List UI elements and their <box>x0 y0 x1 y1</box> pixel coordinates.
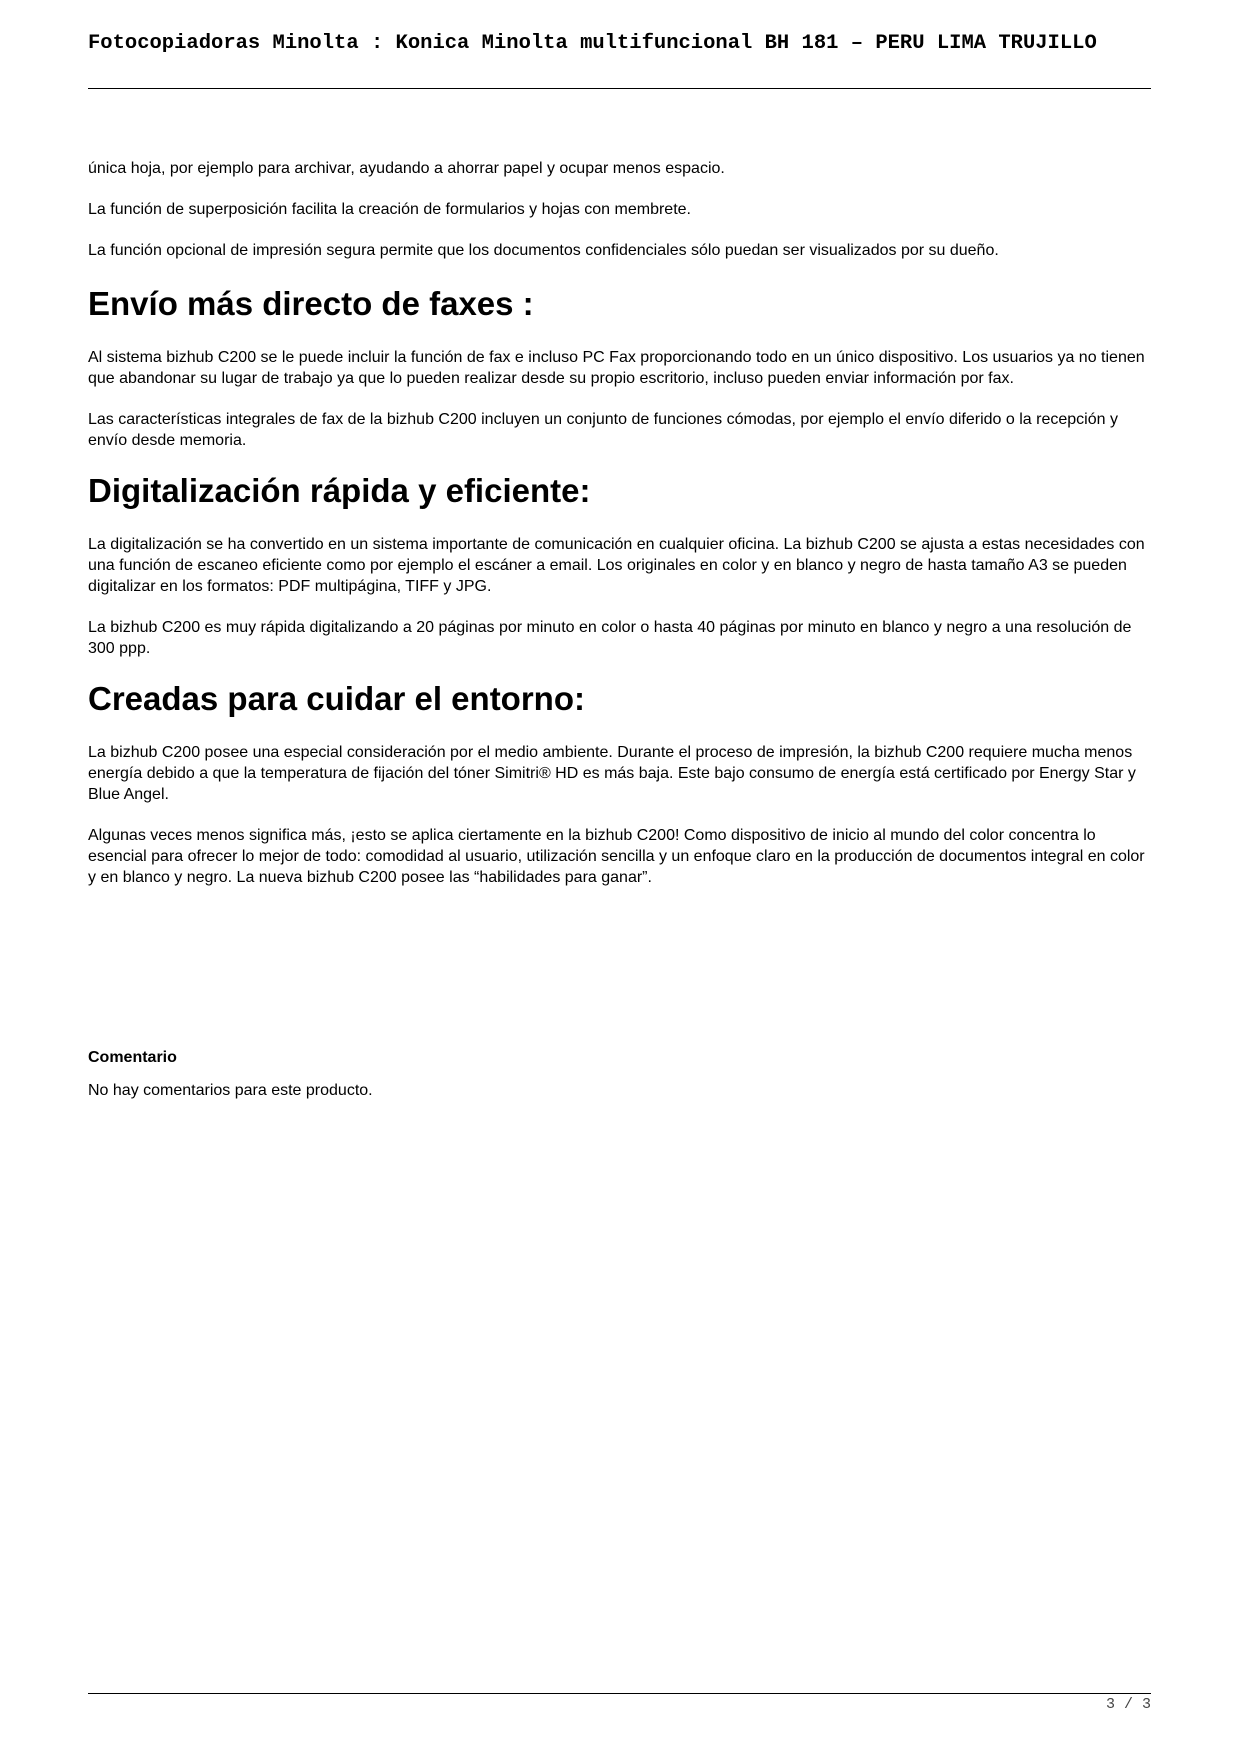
paragraph-environment: La bizhub C200 posee una especial consideración por el medio ambiente. Durante el proceso de impresión, la bizhub C200 requiere mucha menos energía debido a que la temperatura de fijación del tóner Simitri® HD es más baja. Este bajo consumo de energía está certificado por Energy Star y Blue Angel. <box>88 744 1136 803</box>
paragraph-fax-features: Las características integrales de fax de la bizhub C200 incluyen un conjunto de funciones cómodas, por ejemplo el envío diferido o la recepción y envío desde memoria. <box>88 411 1118 449</box>
comments-empty-text: No hay comentarios para este producto. <box>88 1082 373 1099</box>
paragraph-secure-print: La función opcional de impresión segura permite que los documentos confidenciales sólo puedan ser visualizados por su dueño. <box>88 242 999 259</box>
paragraph-summary: Algunas veces menos significa más, ¡esto se aplica ciertamente en la bizhub C200! Como dispositivo de inicio al mundo del color concentra lo esencial para ofrecer lo mejor de todo: comodidad al usuario, utilización sencilla y un enfoque claro en la producción de documentos integral en color y en blanco y negro. La nueva bizhub C200 posee las “habilidades para ganar”. <box>88 827 1145 886</box>
paragraph-fax-intro: Al sistema bizhub C200 se le puede incluir la función de fax e incluso PC Fax proporcionando todo en un único dispositivo. Los usuarios ya no tienen que abandonar su lugar de trabajo ya que lo pueden realizar desde su propio escritorio, incluso pueden enviar información por fax. <box>88 349 1145 387</box>
heading-fax: Envío más directo de faxes : <box>88 285 534 322</box>
header-divider <box>88 88 1151 89</box>
paragraph-archive: única hoja, por ejemplo para archivar, ayudando a ahorrar papel y ocupar menos espacio. <box>88 160 725 177</box>
heading-scan: Digitalización rápida y eficiente: <box>88 472 591 509</box>
paragraph-scan-intro: La digitalización se ha convertido en un sistema importante de comunicación en cualquier oficina. La bizhub C200 se ajusta a estas necesidades con una función de escaneo eficiente como por ejemplo el escáner a email. Los originales en color y en blanco y negro de hasta tamaño A3 se pueden digitalizar en los formatos: PDF multipágina, TIFF y JPG. <box>88 536 1145 595</box>
page-header-title: Fotocopiadoras Minolta : Konica Minolta multifuncional BH 181 – PERU LIMA TRUJILLO <box>88 32 1097 55</box>
paragraph-scan-speed: La bizhub C200 es muy rápida digitalizando a 20 páginas por minuto en color o hasta 40 páginas por minuto en blanco y negro a una resolución de 300 ppp. <box>88 619 1132 657</box>
page-number: 3 / 3 <box>1105 1696 1151 1713</box>
heading-environment: Creadas para cuidar el entorno: <box>88 680 585 717</box>
paragraph-overlay: La función de superposición facilita la creación de formularios y hojas con membrete. <box>88 201 691 218</box>
article-body <box>88 158 1151 908</box>
comments-heading: Comentario <box>88 1049 177 1066</box>
footer-divider <box>88 1693 1151 1694</box>
